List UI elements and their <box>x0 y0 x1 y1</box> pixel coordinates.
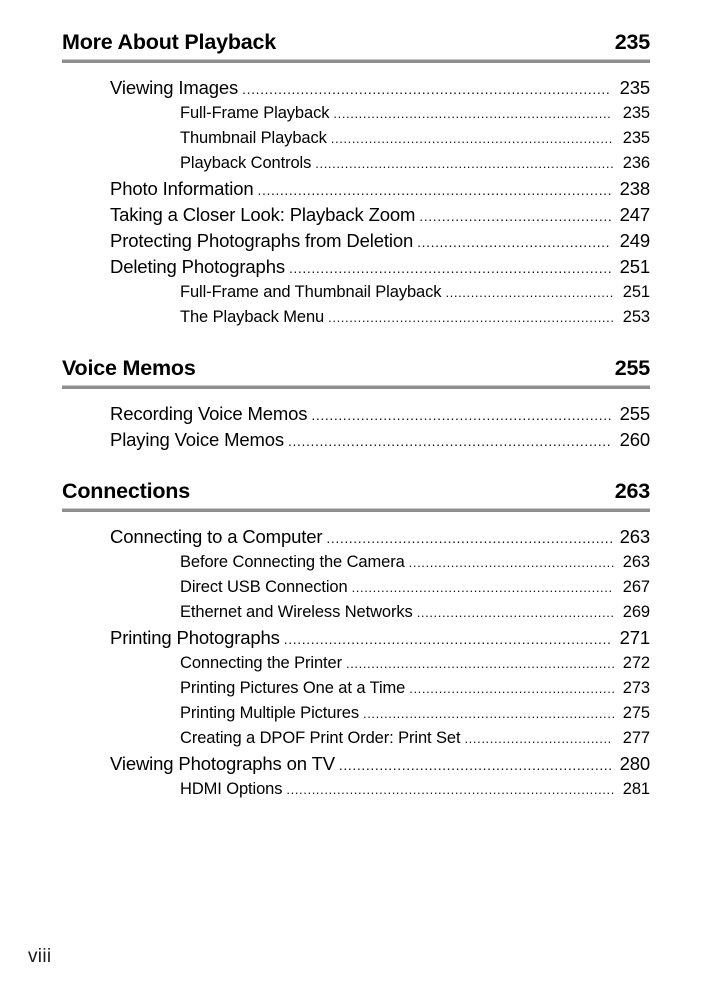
toc-entry-dot-leader: ........................................................................ <box>288 260 613 277</box>
toc-entry-label: Protecting Photographs from Deletion <box>110 230 414 252</box>
toc-entry-dot-leader: ................................................................... <box>330 131 613 147</box>
toc-container <box>62 30 650 802</box>
toc-entry-label: Playback Controls <box>180 154 312 173</box>
toc-entry-dot-leader: ............................................................. <box>338 757 613 774</box>
toc-entry[interactable] <box>62 625 650 651</box>
page-folio: viii <box>28 946 52 967</box>
toc-entry-page-number: 277 <box>622 729 650 748</box>
toc-entry-dot-leader: ................................................. <box>408 555 616 571</box>
toc-entry[interactable] <box>62 676 650 701</box>
toc-entry-dot-leader: ................................................................ <box>326 530 614 547</box>
toc-entry[interactable] <box>62 427 650 453</box>
toc-entry-label: Connecting the Printer <box>180 654 342 673</box>
section-title: Connections <box>62 479 190 504</box>
toc-entry-label: Printing Pictures One at a Time <box>180 679 406 698</box>
toc-entry-dot-leader: .................................................................................. <box>242 81 611 98</box>
toc-entry-dot-leader: ................................................................... <box>311 407 613 424</box>
toc-section <box>62 356 650 453</box>
toc-entry-label: Ethernet and Wireless Networks <box>180 603 413 622</box>
toc-entry-dot-leader: ............................................................ <box>362 706 616 722</box>
toc-entry-label: Creating a DPOF Print Order: Print Set <box>180 729 461 748</box>
toc-entry-label: Direct USB Connection <box>180 578 348 597</box>
toc-entry-label: Deleting Photographs <box>110 256 285 278</box>
toc-entry-label: Viewing Photographs on TV <box>110 753 335 775</box>
toc-entry[interactable] <box>62 401 650 427</box>
toc-entry-list <box>62 75 650 330</box>
toc-entry-page-number: 251 <box>619 256 650 278</box>
toc-entry-dot-leader: ....................................................................... <box>315 156 615 172</box>
toc-entry-page-number: 235 <box>622 129 650 148</box>
toc-entry[interactable] <box>62 151 650 176</box>
toc-entry-label: HDMI Options <box>180 780 283 799</box>
section-header[interactable] <box>62 479 650 508</box>
section-title: Voice Memos <box>62 356 196 381</box>
toc-entry-dot-leader: ................................................. <box>409 681 616 697</box>
toc-entry[interactable] <box>62 75 650 101</box>
toc-entry-page-number: 273 <box>622 679 650 698</box>
toc-entry-page-number: 255 <box>619 403 650 425</box>
toc-entry-label: Full-Frame Playback <box>180 104 330 123</box>
toc-entry-page-number: 263 <box>619 526 650 548</box>
toc-entry-page-number: 235 <box>619 77 650 99</box>
toc-section <box>62 479 650 802</box>
toc-entry[interactable] <box>62 600 650 625</box>
toc-entry-label: Connecting to a Computer <box>110 526 323 548</box>
toc-entry-label: Viewing Images <box>110 77 239 99</box>
toc-entry-page-number: 269 <box>622 603 650 622</box>
toc-entry-page-number: 236 <box>622 154 650 173</box>
toc-entry-dot-leader: ........................................ <box>445 285 614 301</box>
toc-entry-page-number: 260 <box>619 429 650 451</box>
toc-entry[interactable] <box>62 101 650 126</box>
toc-entry-page-number: 272 <box>622 654 650 673</box>
toc-entry-list <box>62 401 650 453</box>
toc-entry-label: Recording Voice Memos <box>110 403 308 425</box>
toc-entry[interactable] <box>62 202 650 228</box>
toc-entry[interactable] <box>62 726 650 751</box>
toc-entry-page-number: 238 <box>619 178 650 200</box>
section-divider <box>62 59 650 63</box>
section-divider <box>62 385 650 389</box>
toc-entry-label: Thumbnail Playback <box>180 129 327 148</box>
section-page-number: 263 <box>614 479 650 504</box>
toc-entry[interactable] <box>62 524 650 550</box>
toc-entry-dot-leader: ................................................................ <box>345 656 616 672</box>
toc-entry[interactable] <box>62 254 650 280</box>
toc-entry-label: Before Connecting the Camera <box>180 553 405 572</box>
toc-entry-label: Full-Frame and Thumbnail Playback <box>180 283 442 302</box>
toc-entry[interactable] <box>62 280 650 305</box>
toc-entry-page-number: 281 <box>622 780 650 799</box>
toc-entry-dot-leader: ........................................... <box>417 234 611 251</box>
toc-section <box>62 30 650 330</box>
toc-entry-dot-leader: .............................................................. <box>351 580 613 596</box>
toc-entry-label: Printing Multiple Pictures <box>180 704 359 723</box>
toc-entry-dot-leader: ............................................... <box>416 605 615 621</box>
toc-entry[interactable] <box>62 305 650 330</box>
toc-entry[interactable] <box>62 651 650 676</box>
toc-entry-dot-leader: .................................................................. <box>333 106 612 122</box>
toc-entry-list <box>62 524 650 802</box>
toc-entry-label: Playing Voice Memos <box>110 429 285 451</box>
toc-entry[interactable] <box>62 575 650 600</box>
section-header[interactable] <box>62 30 650 59</box>
toc-entry-page-number: 247 <box>619 204 650 226</box>
toc-entry[interactable] <box>62 126 650 151</box>
toc-entry-page-number: 267 <box>622 578 650 597</box>
toc-entry-page-number: 253 <box>622 308 650 327</box>
section-title: More About Playback <box>62 30 277 54</box>
toc-entry-page-number: 271 <box>619 627 650 649</box>
toc-entry-page-number: 263 <box>622 553 650 572</box>
section-page-number: 255 <box>614 356 650 381</box>
toc-entry-label: The Playback Menu <box>180 308 325 327</box>
toc-entry-dot-leader: ......................................................................... <box>283 631 612 648</box>
toc-entry[interactable] <box>62 228 650 254</box>
toc-entry-dot-leader: ........................................................................ <box>288 433 612 450</box>
toc-entry-label: Printing Photographs <box>110 627 280 649</box>
toc-entry-label: Taking a Closer Look: Playback Zoom <box>110 204 416 226</box>
toc-entry[interactable] <box>62 777 650 802</box>
toc-entry-dot-leader: ............................................................................... <box>257 182 613 199</box>
toc-entry-page-number: 275 <box>622 704 650 723</box>
toc-entry[interactable] <box>62 550 650 575</box>
toc-entry[interactable] <box>62 176 650 202</box>
section-page-number: 235 <box>614 30 650 54</box>
toc-entry[interactable] <box>62 751 650 777</box>
toc-entry-dot-leader: .............................................................................. <box>286 782 615 798</box>
toc-entry-page-number: 249 <box>619 230 650 252</box>
toc-entry-page-number: 280 <box>619 753 650 775</box>
toc-entry-dot-leader: ........................................... <box>419 208 613 225</box>
toc-entry-page-number: 251 <box>622 283 650 302</box>
toc-entry-dot-leader: ................................... <box>464 731 612 747</box>
toc-entry-dot-leader: .................................................................... <box>328 310 615 326</box>
toc-entry-page-number: 235 <box>622 104 650 123</box>
section-header[interactable] <box>62 356 650 385</box>
section-divider <box>62 508 650 512</box>
toc-entry[interactable] <box>62 701 650 726</box>
toc-entry-label: Photo Information <box>110 178 254 200</box>
